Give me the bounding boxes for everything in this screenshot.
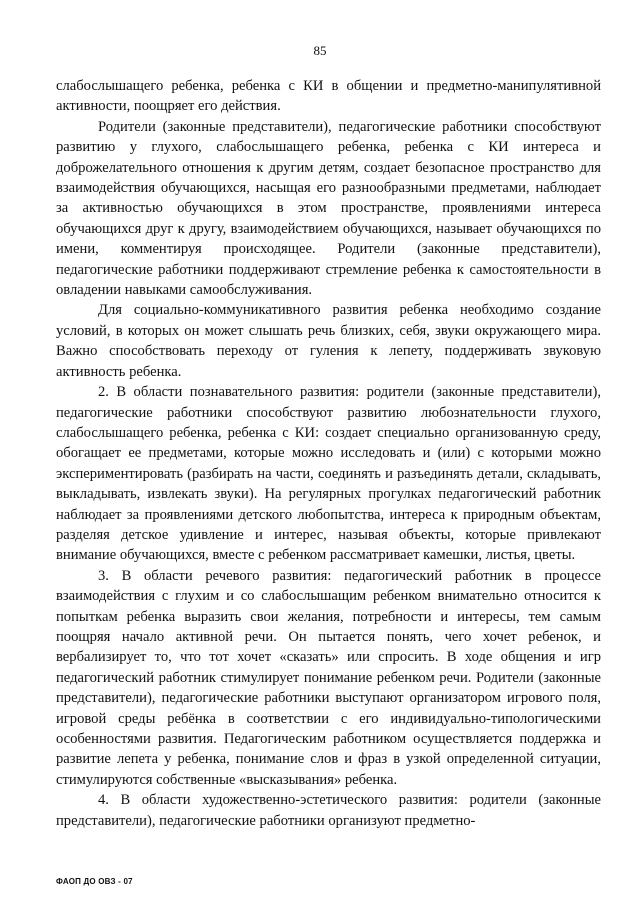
paragraph-parents-social: Родители (законные представители), педагогические работники способствуют развитию у глухого, слабослышащего ребенка, ребенка с КИ интереса и доброжелательного отношения к другим детям, создает безопасное пространство для взаимодействия обучающихся, насыщая его разнообразными предметами, наблюдает за активностью обучающихся в этом пространстве, проявлениями интереса обучающихся друг к другу, взаимодействием обучающихся, называет обучающихся по имени, комментируя происходящее. Родители (законные представители), педагогические работники поддерживают стремление ребенка к самостоятельности в овладении навыками самообслуживания.	[56, 118, 601, 299]
paragraph-social-communicative: Для социально-коммуникативного развития ребенка необходимо создание условий, в которых он может слышать речь близких, себя, звуки окружающего мира. Важно способствовать переходу от гуления к лепету, поддерживать звуковую активность ребенка.	[56, 302, 601, 380]
footer-code: ФАОП ДО ОВЗ - 07	[56, 877, 133, 886]
paragraph-cognitive-development: 2. В области познавательного развития: родители (законные представители), педагогические работники способствуют развитию любознательности глухого, слабослышащего ребенка, ребенка с КИ: создает специально организованную среду, обогащает ее предметами, которые можно исследовать и (или) с которыми можно экспериментировать (разбирать на части, соединять и разъединять детали, складывать, выкладывать, извлекать звуки). На регулярных прогулках педагогический работник наблюдает за проявлениями детского любопытства, интереса к природным объектам, разделяя детское удивление и интерес, называя объекты, которые привлекают внимание обучающихся, вместе с ребенком рассматривает камешки, листья, цветы.	[56, 384, 601, 564]
page-body	[56, 76, 601, 831]
paragraph-continuation: слабослышащего ребенка, ребенка с КИ в общении и предметно-манипулятивной активности, поощряет его действия.	[56, 78, 601, 115]
paragraph-speech-development: 3. В области речевого развития: педагогический работник в процессе взаимодействия с глухим и со слабослышащим ребенком внимательно относится к попыткам ребенка выразить свои желания, потребности и интересы, тем самым поощряя начало активной речи. Он пытается понять, чего хочет ребенок, и вербализирует то, что тот хочет «сказать» или спросить. В ходе общения и игр педагогический работник стимулирует понимание ребенком речи. Родители (законные представители), педагогические работники выступают организатором игрового поля, игровой среды ребёнка в соответствии с его индивидуально-типологическими особенностями развития. Педагогическим работником осуществляется поддержка и развитие лепета у ребенка, понимание слов и фраз в узкой определенной ситуации, стимулируются собственные «высказывания» ребенка.	[56, 567, 601, 788]
page-number: 85	[313, 43, 327, 58]
paragraph-artistic-development: 4. В области художественно-эстетического развития: родители (законные представители), педагогические работники организуют предметно-	[56, 792, 601, 829]
